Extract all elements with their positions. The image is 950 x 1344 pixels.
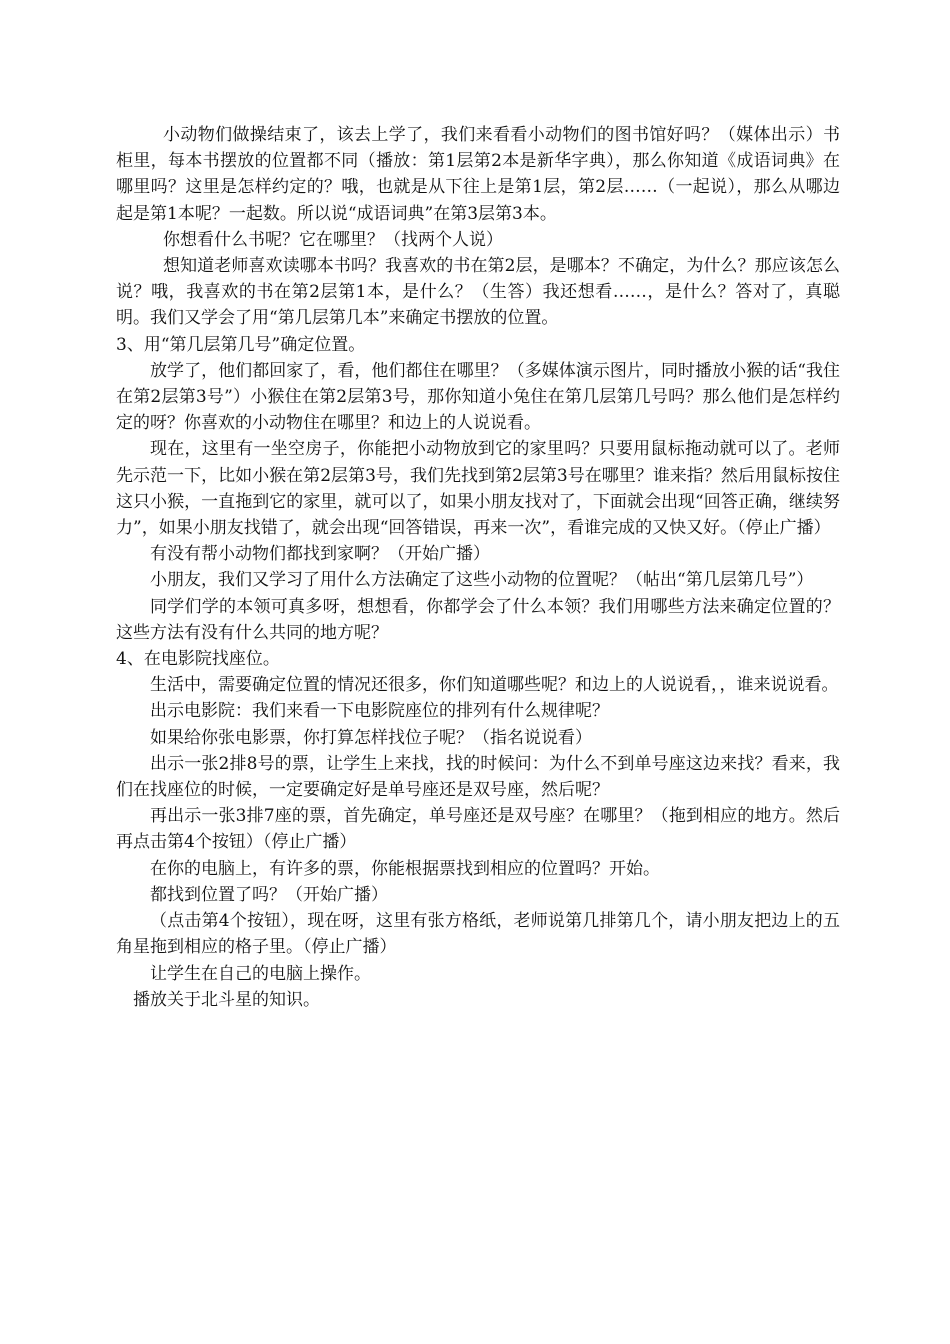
paragraph-ticket-3-7: 再出示一张3排7座的票，首先确定，单号座还是双号座？在哪里？（拖到相应的地方。然后再点击第4个按钮）（停止广播） <box>116 806 840 853</box>
paragraph-ticket-2-8: 出示一张2排8号的票，让学生上来找，找的时候问：为什么不到单号座这边来找？看来，我们在找座位的时候，一定要确定好是单号座还是双号座，然后呢？ <box>116 753 840 801</box>
paragraph-daily-life: 生活中，需要确定位置的情况还很多，你们知道哪些呢？和边上的人说说看，，谁来说说看。 <box>150 675 839 696</box>
paragraph-which-book: 你想看什么书呢？它在哪里？（找两个人说） <box>163 229 503 250</box>
paragraph-cinema-intro: 出示电影院：我们来看一下电影院座位的排列有什么规律呢？ <box>150 701 609 722</box>
paragraph-skills-review: 同学们学的本领可真多呀，想想看，你都学会了什么本领？我们用哪些方法来确定位置的？这些方法有没有什么共同的地方呢？ <box>116 596 840 643</box>
paragraph-found-home: 有没有帮小动物们都找到家啊？（开始广播） <box>150 544 490 565</box>
paragraph-student-operate: 让学生在自己的电脑上操作。 <box>150 963 371 984</box>
paragraph-library-intro: 小动物们做操结束了，该去上学了，我们来看看小动物们的图书馆好吗？（媒体出示）书柜里，每本书摆放的位置都不同（播放：第1层第2本是新华字典），那么你知道《成语词典》在哪里吗？这里是怎样约定的？哦，也就是从下往上是第1层，第2层……（一起说），那么从哪边起是第1本呢？一起数。所以说“成语词典”在第3层第3本。 <box>116 125 840 224</box>
paragraph-ticket-question: 如果给你张电影票，你打算怎样找位子呢？（指名说说看） <box>150 727 592 748</box>
paragraph-after-school: 放学了，他们都回家了，看，他们都住在哪里？（多媒体演示图片，同时播放小猴的话“我住在第2层第3号”）小猴住在第2层第3号，那你知道小兔住在第几层第几号吗？那么他们是怎样约定的呀？你喜欢的小动物住在哪里？和边上的人说说看。 <box>116 360 840 434</box>
document-body <box>116 122 840 1013</box>
section-heading-4: 4、在电影院找座位。 <box>116 649 280 670</box>
paragraph-found-seats: 都找到位置了吗？（开始广播） <box>150 884 388 905</box>
paragraph-big-dipper: 播放关于北斗星的知识。 <box>133 989 320 1010</box>
paragraph-grid-paper: （点击第4个按钮），现在呀，这里有张方格纸，老师说第几排第几个，请小朋友把边上的五角星拖到相应的格子里。（停止广播） <box>116 911 840 958</box>
section-heading-3: 3、用“第几层第几号”确定位置。 <box>116 334 366 355</box>
paragraph-what-method: 小朋友，我们又学习了用什么方法确定了这些小动物的位置呢？（帖出“第几层第几号”） <box>150 570 814 591</box>
paragraph-teacher-book: 想知道老师喜欢读哪本书吗？我喜欢的书在第2层，是哪本？不确定，为什么？那应该怎么说？哦，我喜欢的书在第2层第1本，是什么？（生答）我还想看……，是什么？答对了，真聪明。我们又学会了用“第几层第几本”来确定书摆放的位置。 <box>116 256 840 329</box>
paragraph-computer-tickets: 在你的电脑上，有许多的票，你能根据票找到相应的位置吗？开始。 <box>150 858 660 879</box>
paragraph-empty-house: 现在，这里有一坐空房子，你能把小动物放到它的家里吗？只要用鼠标拖动就可以了。老师先示范一下，比如小猴在第2层第3号，我们先找到第2层第3号在哪里？谁来指？然后用鼠标按住这只小猴，一直拖到它的家里，就可以了，如果小朋友找对了，下面就会出现“回答正确，继续努力”，如果小朋友找错了，就会出现“回答错误，再来一次”，看谁完成的又快又好。（停止广播） <box>116 439 840 539</box>
